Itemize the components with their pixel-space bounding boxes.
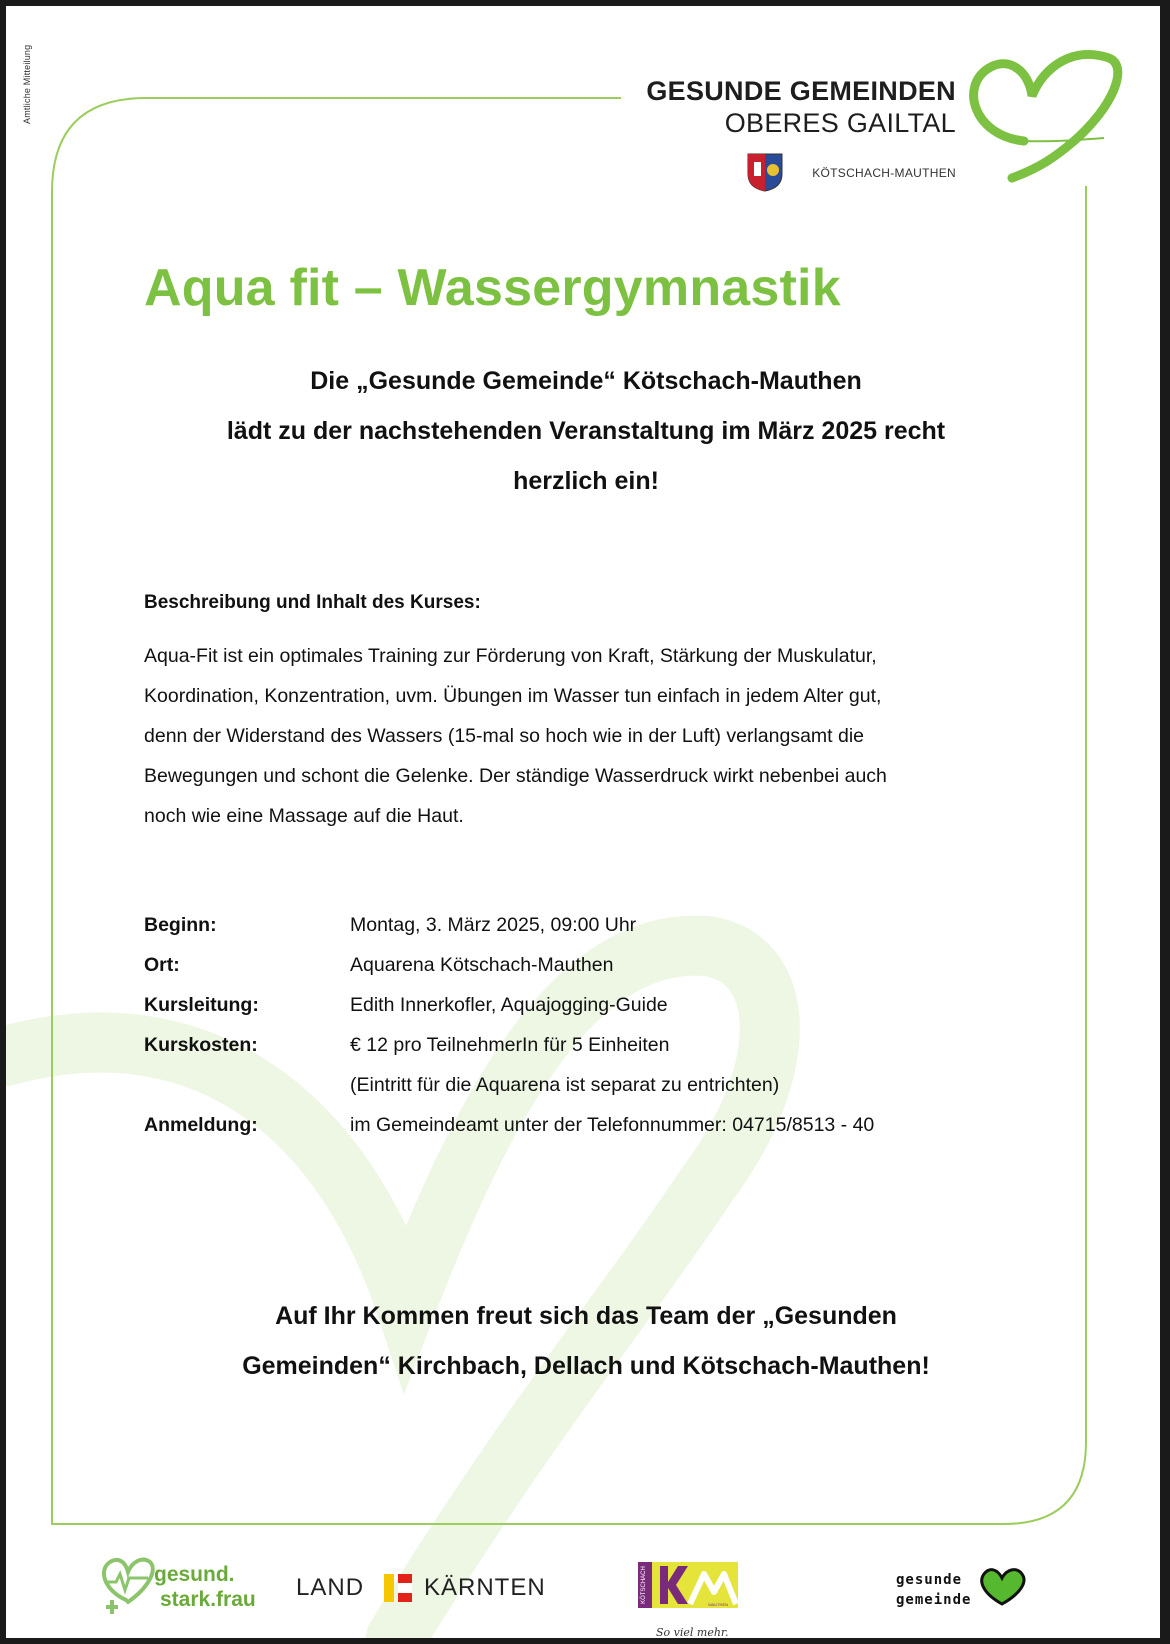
description-line: denn der Widerstand des Wassers (15-mal so hoch wie in der Luft) verlangsamt die bbox=[144, 725, 865, 747]
detail-value: Aquarena Kötschach-Mauthen bbox=[350, 954, 614, 976]
land-kaernten-logo bbox=[296, 1572, 546, 1608]
detail-value: Edith Innerkofler, Aquajogging-Guide bbox=[350, 994, 668, 1016]
closing-text bbox=[136, 1291, 1036, 1391]
detail-row bbox=[144, 914, 1024, 954]
detail-row bbox=[144, 994, 1024, 1034]
detail-value: (Eintritt für die Aquarena ist separat zu entrichten) bbox=[350, 1074, 780, 1096]
heart-logo-icon bbox=[964, 46, 1124, 186]
intro-line: Die „Gesunde Gemeinde“ Kötschach-Mauthen bbox=[310, 367, 862, 395]
detail-label: Anmeldung: bbox=[144, 1114, 258, 1136]
intro-text bbox=[136, 356, 1036, 506]
detail-value: € 12 pro TeilnehmerIn für 5 Einheiten bbox=[350, 1034, 670, 1056]
land-word: LAND bbox=[296, 1574, 365, 1601]
gesund-stark-frau-logo bbox=[98, 1552, 268, 1622]
km-mark-icon bbox=[638, 1562, 742, 1624]
gesunde-gemeinde-logo bbox=[896, 1566, 1036, 1626]
gsf-heart-icon bbox=[98, 1552, 158, 1618]
detail-label: Kursleitung: bbox=[144, 994, 259, 1016]
km-small-text: MAUTHEN bbox=[708, 1602, 728, 1607]
km-motto: So viel mehr. bbox=[656, 1626, 729, 1638]
detail-row bbox=[144, 1034, 1024, 1074]
detail-value: Montag, 3. März 2025, 09:00 Uhr bbox=[350, 914, 637, 936]
description-body bbox=[144, 636, 1024, 836]
description-line: Bewegungen und schont die Gelenke. Der ständige Wasserdruck wirkt nebenbei auch bbox=[144, 765, 887, 787]
detail-row bbox=[144, 1114, 1024, 1154]
gg-line1: gesunde bbox=[896, 1572, 963, 1588]
km-vertical-text: KÖTSCHACH bbox=[641, 1566, 647, 1604]
side-note: Amtliche Mitteilung bbox=[22, 44, 32, 124]
closing-line: Gemeinden“ Kirchbach, Dellach und Kötschach-Mauthen! bbox=[242, 1352, 930, 1380]
detail-label: Kurskosten: bbox=[144, 1034, 258, 1056]
gg-line2: gemeinde bbox=[896, 1592, 972, 1608]
brand-title: GESUNDE GEMEINDEN bbox=[646, 76, 956, 106]
flyer-page bbox=[6, 6, 1160, 1638]
gsf-line1: gesund. bbox=[154, 1563, 235, 1586]
detail-row bbox=[144, 1074, 1024, 1114]
description-line: Aqua-Fit ist ein optimales Training zur Förderung von Kraft, Stärkung der Muskulatur, bbox=[144, 645, 877, 667]
detail-label: Ort: bbox=[144, 954, 180, 976]
description-heading: Beschreibung und Inhalt des Kurses: bbox=[144, 592, 481, 613]
detail-value: im Gemeindeamt unter der Telefonnummer: 04715/8513 - 40 bbox=[350, 1114, 875, 1136]
intro-line: herzlich ein! bbox=[513, 467, 659, 495]
gg-heart-icon bbox=[976, 1566, 1028, 1606]
course-details bbox=[144, 914, 1024, 1154]
description-line: Koordination, Konzentration, uvm. Übungen im Wasser tun einfach in jedem Alter gut, bbox=[144, 685, 882, 707]
carinthia-flag-icon bbox=[384, 1574, 412, 1602]
detail-label: Beginn: bbox=[144, 914, 217, 936]
kaernten-word: KÄRNTEN bbox=[424, 1574, 546, 1601]
municipality-label: KÖTSCHACH-MAUTHEN bbox=[812, 166, 956, 180]
closing-line: Auf Ihr Kommen freut sich das Team der „Gesunden bbox=[275, 1302, 897, 1330]
intro-line: lädt zu der nachstehenden Veranstaltung im März 2025 recht bbox=[226, 417, 946, 445]
brand-subtitle: OBERES GAILTAL bbox=[724, 108, 956, 138]
page-title: Aqua fit – Wassergymnastik bbox=[144, 259, 841, 317]
koetschach-mauthen-logo bbox=[638, 1562, 748, 1638]
detail-row bbox=[144, 954, 1024, 994]
description-line: noch wie eine Massage auf die Haut. bbox=[144, 805, 464, 827]
gsf-line2: stark.frau bbox=[160, 1588, 256, 1611]
